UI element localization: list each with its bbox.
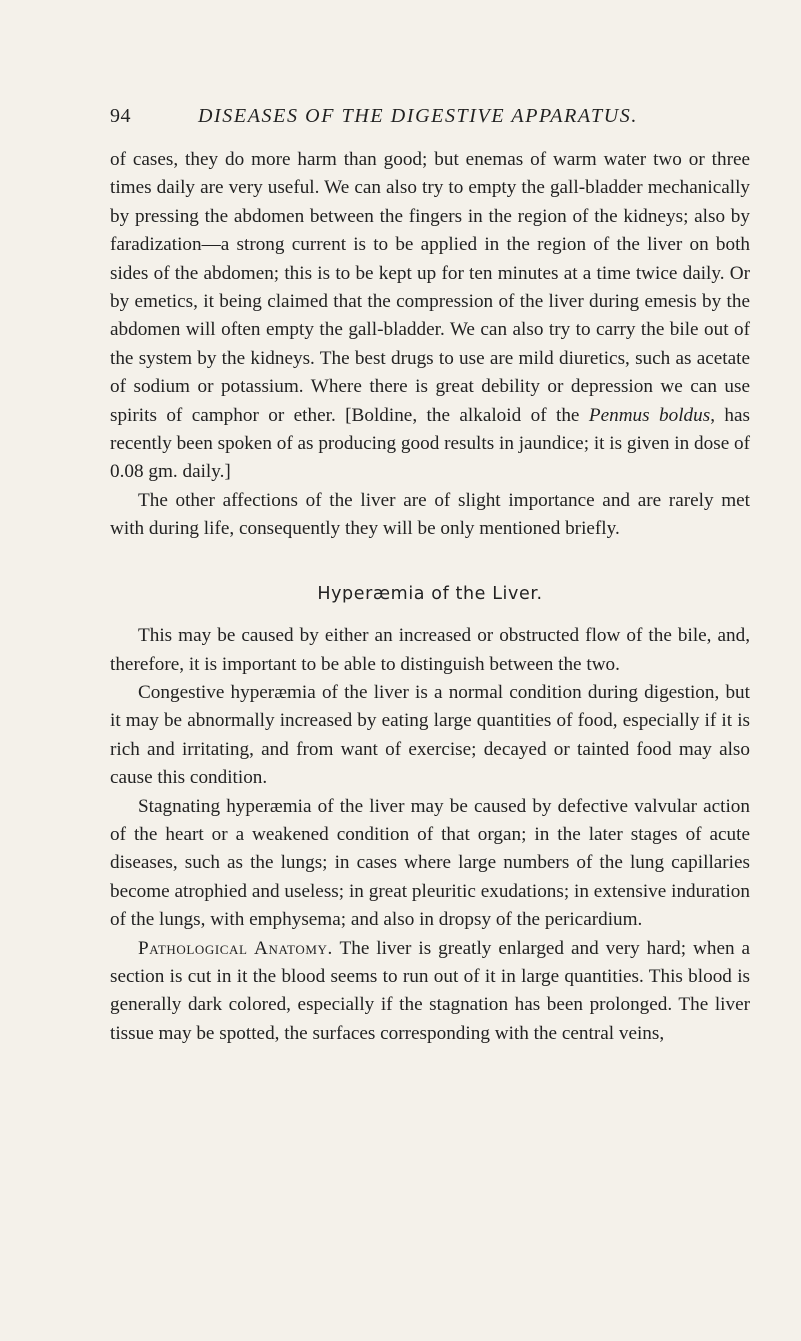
subsection-label: Pathological Anatomy. bbox=[138, 937, 333, 959]
paragraph-other-affections: The other affections of the liver are of slight importance and are rarely met with during life, consequently they will be only mentioned briefly. bbox=[110, 489, 750, 540]
paragraph-congestive: Congestive hyperæmia of the liver is a normal condition during digestion, but it may be abnormally increased by eating large quantities of food, especially if it is rich and irritating, and from want of exercise; decayed or tainted food may also cause this condition. bbox=[110, 681, 750, 789]
species-name: Penmus boldus bbox=[588, 404, 711, 426]
paragraph-pathological-anatomy: Pathological Anatomy. The liver is greatly enlarged and very hard; when a section is cut in it the blood seems to run out of it in large quantities. This blood is generally dark colored, especially if the stagnation has been prolonged. The liver tissue may be spotted, the surfaces corresponding with the central veins, bbox=[110, 937, 751, 1044]
page-number: 94 bbox=[110, 105, 131, 127]
paragraph-stagnating: Stagnating hyperæmia of the liver may be caused by defective valvular action of the heart or a weakened condition of that organ; in the later stages of acute diseases, such as the lungs; in cases where large numbers of the lung capillaries become atrophied and useless; in great pleuritic exudations; in extensive induration of the lungs, with emphysema; and also in dropsy of the pericardium. bbox=[110, 795, 750, 931]
paragraph-causes: This may be caused by either an increased or obstructed flow of the bile, and, therefore, it is important to be able to distinguish between the two. bbox=[110, 625, 750, 675]
body-text bbox=[110, 146, 750, 1048]
page-header bbox=[110, 105, 746, 135]
section-heading: Hyperæmia of the Liver. bbox=[317, 583, 543, 604]
paragraph-continuation: of cases, they do more harm than good; but enemas of warm water two or three times daily are very useful. We can also try to empty the gall-bladder mechanically by pressing the abdomen between the fingers in the region of the kidneys; also by faradization—a strong current is to be applied in the region of the liver on both sides of the abdomen; this is to be kept up for ten minutes at a time twice daily. Or by emetics, it being claimed that the compression of the liver during emesis by the abdomen will often empty the gall-bladder. We can also try to carry the bile out of the system by the kidneys. The best drugs to use are mild diuretics, such as acetate of sodium or potassium. Where there is great debility or depression we can use spirits of camphor or ether. [Boldine, the alkaloid of the Penmus boldus, has recently been spoken of as producing good results in jaundice; it is given in dose of 0.08 gm. daily.] bbox=[110, 149, 750, 483]
running-head: DISEASES OF THE DIGESTIVE APPARATUS. bbox=[198, 105, 638, 127]
